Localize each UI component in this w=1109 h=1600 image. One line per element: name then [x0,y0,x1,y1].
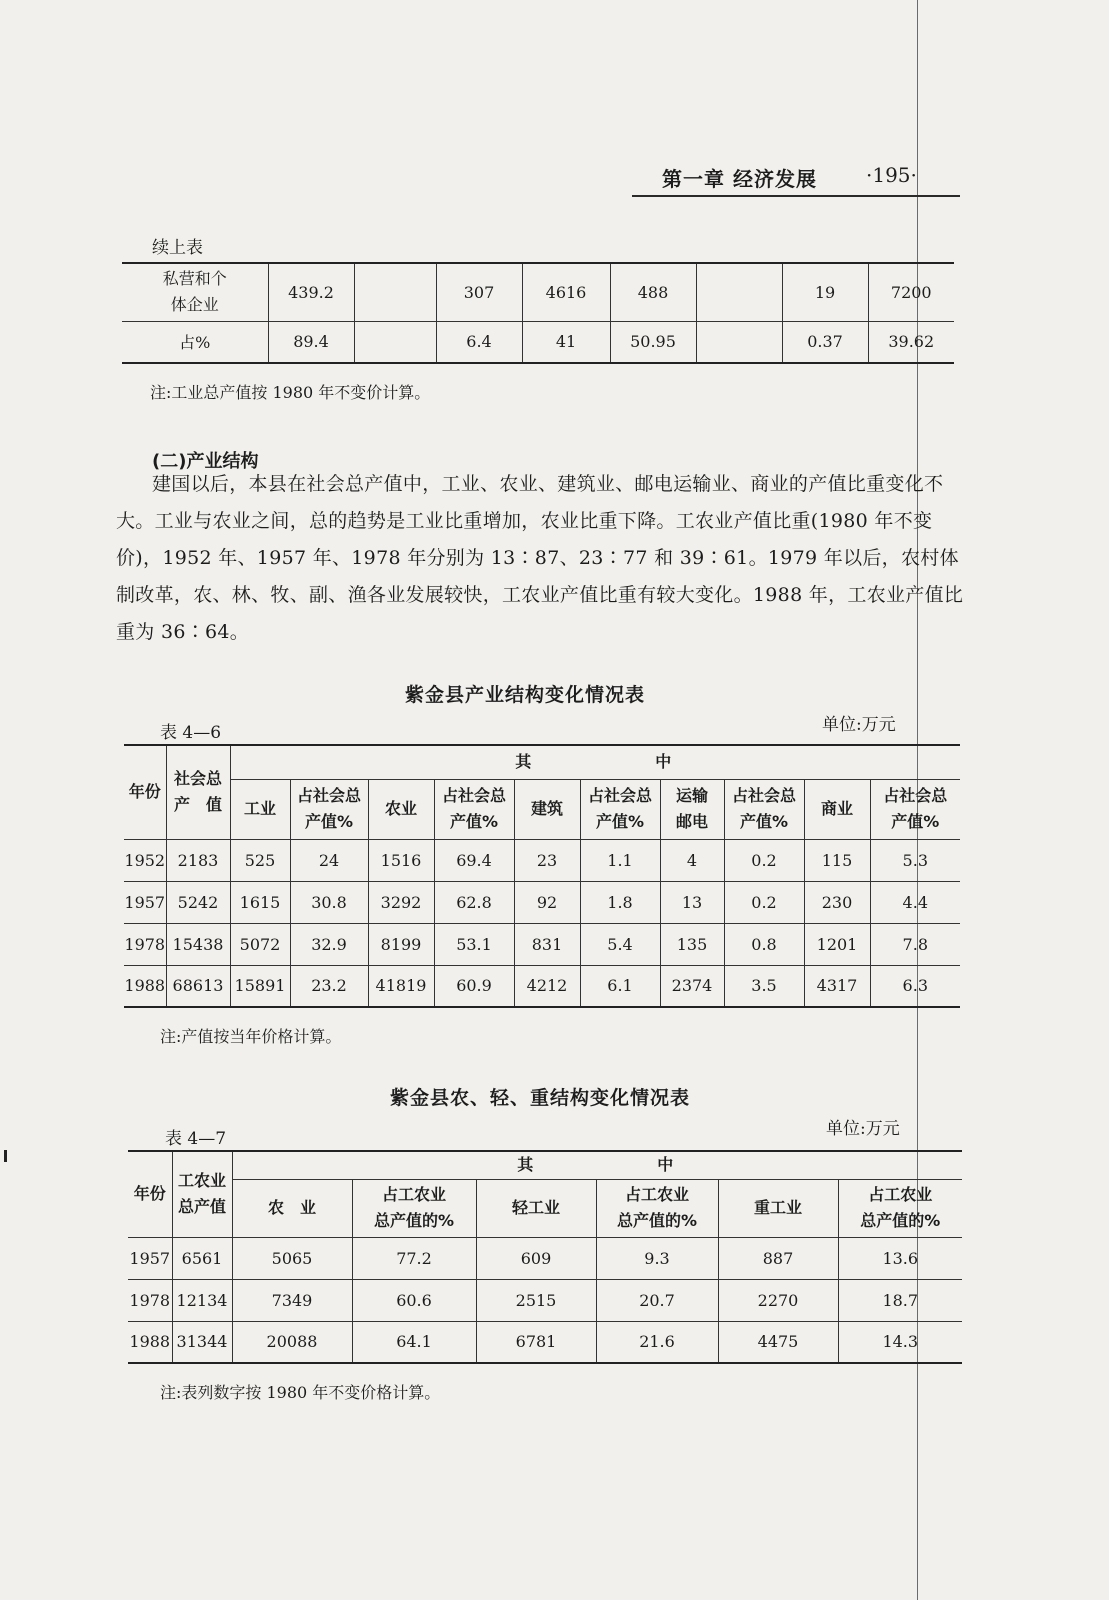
cell: 41819 [368,965,434,1007]
section-title: (二)产业结构 [152,451,259,472]
cell: 1201 [804,923,870,965]
table46-sub-header: 商业 [804,779,870,839]
table47-sub-header: 占工农业 总产值的% [596,1179,718,1237]
cell: 23 [514,839,580,881]
cell: 307 [436,263,522,321]
table46-note: 注:产值按当年价格计算。 [160,1027,342,1046]
cell: 6781 [476,1321,596,1363]
cell: 14.3 [838,1321,962,1363]
table46-row [124,839,960,881]
table47-head-group: 其 中 [232,1151,962,1179]
table46-unit: 单位:万元 [822,715,896,735]
cell: 488 [610,263,696,321]
cell: 1.8 [580,881,660,923]
cell: 私营和个 体企业 [122,263,268,321]
cell: 609 [476,1237,596,1279]
table46-head-group: 其 中 [230,745,960,779]
table47-sub-header: 重工业 [718,1179,838,1237]
cell: 439.2 [268,263,354,321]
cell: 6.4 [436,321,522,363]
cell: 8199 [368,923,434,965]
cell: 20088 [232,1321,352,1363]
cell: 135 [660,923,724,965]
cell: 1957 [124,881,166,923]
table47-subheader-row [128,1179,962,1237]
cell: 887 [718,1237,838,1279]
cell: 2374 [660,965,724,1007]
cell: 21.6 [596,1321,718,1363]
cont-table-row [122,263,954,321]
cell: 31344 [172,1321,232,1363]
cell: 15438 [166,923,230,965]
table47-label: 表 4—7 [165,1129,227,1149]
cell: 0.2 [724,881,804,923]
table46-sub-header: 占社会总 产值% [290,779,368,839]
cont-table-row [122,321,954,363]
scan-mark [4,1150,7,1162]
table47-header-row [128,1151,962,1179]
cell [354,321,436,363]
cell: 64.1 [352,1321,476,1363]
cell: 1615 [230,881,290,923]
table47-head-total: 工农业 总产值 [172,1151,232,1237]
cell: 50.95 [610,321,696,363]
cell: 18.7 [838,1279,962,1321]
cell: 4475 [718,1321,838,1363]
cell: 69.4 [434,839,514,881]
cell: 4 [660,839,724,881]
table46-subheader-row [124,779,960,839]
table47-sub-header: 占工农业 总产值的% [838,1179,962,1237]
cell: 62.8 [434,881,514,923]
cell: 4212 [514,965,580,1007]
cell: 32.9 [290,923,368,965]
cell [354,263,436,321]
table46-head-total: 社会总 产 值 [166,745,230,839]
table46-header-row [124,745,960,779]
table46-sub-header: 农业 [368,779,434,839]
cell: 60.6 [352,1279,476,1321]
header-rule [632,195,960,197]
cell: 0.37 [782,321,868,363]
table46-row [124,965,960,1007]
cell: 1516 [368,839,434,881]
cell: 6.1 [580,965,660,1007]
cell: 0.8 [724,923,804,965]
table47-sub-header: 占工农业 总产值的% [352,1179,476,1237]
cell: 1952 [124,839,166,881]
cell: 占% [122,321,268,363]
table46-row [124,923,960,965]
cell: 5065 [232,1237,352,1279]
chapter-title: 第一章 经济发展 [662,167,817,191]
section-paragraph: 建国以后，本县在社会总产值中，工业、农业、建筑业、邮电运输业、商业的产值比重变化不大。工业与农业之间，总的趋势是工业比重增加，农业比重下降。工农业产值比重(1980 年不变价)，1952 年、1957 年、1978 年分别为 13∶87、23∶77 和 39∶61。1979 年以后，农村体制改革，农、林、牧、副、渔各业发展较快，工农业产值比重有较大变化。1988 年，工农业产值比重为 36∶64。 [116,473,964,643]
cell: 0.2 [724,839,804,881]
cell: 13 [660,881,724,923]
cell: 6.3 [870,965,960,1007]
cell: 23.2 [290,965,368,1007]
cell: 1957 [128,1237,172,1279]
table47-row [128,1321,962,1363]
table47 [128,1150,962,1364]
table46-sub-header: 占社会总 产值% [434,779,514,839]
cell: 7349 [232,1279,352,1321]
table47-sub-header: 农 业 [232,1179,352,1237]
cell: 13.6 [838,1237,962,1279]
cell: 2270 [718,1279,838,1321]
cell: 230 [804,881,870,923]
cell: 5072 [230,923,290,965]
cell: 1988 [124,965,166,1007]
cell: 9.3 [596,1237,718,1279]
cont-table-caption: 续上表 [152,238,203,258]
cell: 2515 [476,1279,596,1321]
cell: 20.7 [596,1279,718,1321]
cell: 77.2 [352,1237,476,1279]
table46-title: 紫金县产业结构变化情况表 [405,684,646,706]
table47-row [128,1279,962,1321]
cell: 1.1 [580,839,660,881]
cell: 5.3 [870,839,960,881]
table47-head-year: 年份 [128,1151,172,1237]
cell: 5242 [166,881,230,923]
table47-note: 注:表列数字按 1980 年不变价格计算。 [160,1383,441,1402]
cell: 68613 [166,965,230,1007]
cell: 6561 [172,1237,232,1279]
cont-table [122,262,954,364]
table46-sub-header: 占社会总 产值% [580,779,660,839]
table46-sub-header: 运输 邮电 [660,779,724,839]
cell: 19 [782,263,868,321]
table47-unit: 单位:万元 [826,1119,900,1139]
cell: 89.4 [268,321,354,363]
table46-label: 表 4—6 [160,723,222,743]
cell: 2183 [166,839,230,881]
cell: 4.4 [870,881,960,923]
table46-head-year: 年份 [124,745,166,839]
cell: 831 [514,923,580,965]
cell: 525 [230,839,290,881]
cell: 4616 [522,263,610,321]
table46-sub-header: 占社会总 产值% [870,779,960,839]
cell: 4317 [804,965,870,1007]
cell: 7.8 [870,923,960,965]
cell: 39.62 [868,321,954,363]
cell: 53.1 [434,923,514,965]
cell: 3292 [368,881,434,923]
cell: 1988 [128,1321,172,1363]
table46 [124,744,960,1008]
cell: 15891 [230,965,290,1007]
cont-table-note: 注:工业总产值按 1980 年不变价计算。 [150,383,431,402]
table47-title: 紫金县农、轻、重结构变化情况表 [390,1087,691,1109]
cell: 41 [522,321,610,363]
cell: 1978 [124,923,166,965]
cell: 3.5 [724,965,804,1007]
cell: 115 [804,839,870,881]
cell: 7200 [868,263,954,321]
table47-sub-header: 轻工业 [476,1179,596,1237]
cell: 92 [514,881,580,923]
page-number: ·195· [866,163,917,187]
cell [696,321,782,363]
cell: 1978 [128,1279,172,1321]
cell [696,263,782,321]
cell: 5.4 [580,923,660,965]
table46-row [124,881,960,923]
table46-sub-header: 占社会总 产值% [724,779,804,839]
table47-row [128,1237,962,1279]
cell: 30.8 [290,881,368,923]
table46-sub-header: 工业 [230,779,290,839]
cell: 24 [290,839,368,881]
cell: 12134 [172,1279,232,1321]
cell: 60.9 [434,965,514,1007]
table46-sub-header: 建筑 [514,779,580,839]
